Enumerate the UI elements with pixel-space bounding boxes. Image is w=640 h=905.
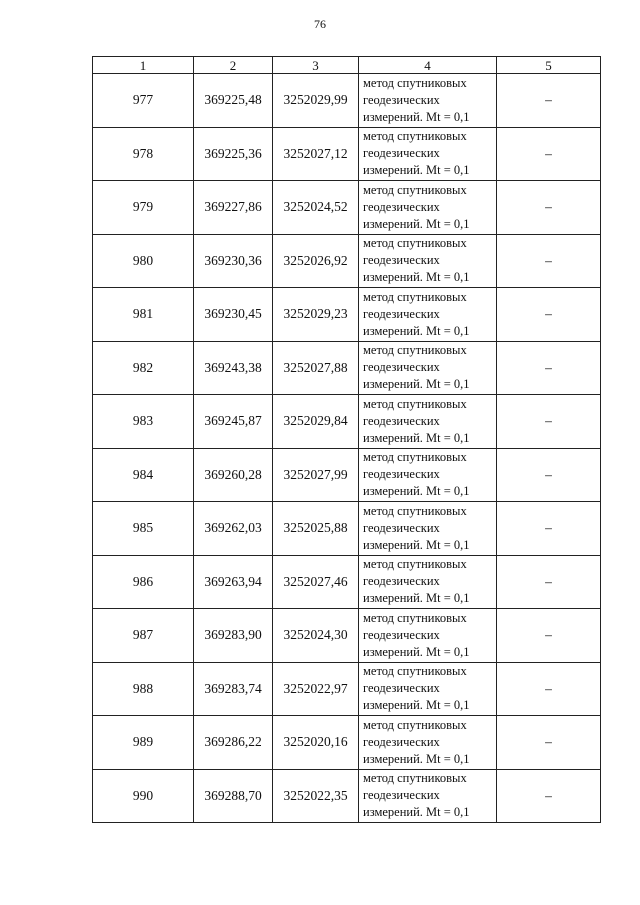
y-coordinate-cell: 3252025,88 [273, 502, 359, 556]
x-coordinate-cell: 369286,22 [194, 716, 273, 770]
y-coordinate-cell: 3252022,35 [273, 769, 359, 823]
column-header: 3 [273, 57, 359, 74]
table-row [93, 127, 601, 181]
x-coordinate-cell: 369227,86 [194, 181, 273, 235]
point-number-cell: 982 [93, 341, 194, 395]
table-row [93, 716, 601, 770]
table-row [93, 341, 601, 395]
point-number-cell: 983 [93, 395, 194, 449]
x-coordinate-cell: 369288,70 [194, 769, 273, 823]
table-body [93, 74, 601, 823]
method-cell: метод спутниковых геодезических измерений. Mt = 0,1 [359, 181, 497, 235]
method-cell: метод спутниковых геодезических измерений. Mt = 0,1 [359, 716, 497, 770]
y-coordinate-cell: 3252029,84 [273, 395, 359, 449]
table-row [93, 448, 601, 502]
y-coordinate-cell: 3252027,46 [273, 555, 359, 609]
method-cell: метод спутниковых геодезических измерений. Mt = 0,1 [359, 74, 497, 128]
method-cell: метод спутниковых геодезических измерений. Mt = 0,1 [359, 502, 497, 556]
method-cell: метод спутниковых геодезических измерений. Mt = 0,1 [359, 341, 497, 395]
point-number-cell: 981 [93, 288, 194, 342]
y-coordinate-cell: 3252027,12 [273, 127, 359, 181]
note-cell: – [497, 662, 601, 716]
note-cell: – [497, 716, 601, 770]
point-number-cell: 980 [93, 234, 194, 288]
column-header: 2 [194, 57, 273, 74]
note-cell: – [497, 769, 601, 823]
point-number-cell: 978 [93, 127, 194, 181]
point-number-cell: 979 [93, 181, 194, 235]
note-cell: – [497, 502, 601, 556]
note-cell: – [497, 74, 601, 128]
point-number-cell: 984 [93, 448, 194, 502]
table-row [93, 555, 601, 609]
note-cell: – [497, 448, 601, 502]
y-coordinate-cell: 3252024,30 [273, 609, 359, 663]
x-coordinate-cell: 369245,87 [194, 395, 273, 449]
note-cell: – [497, 181, 601, 235]
table-header-row [93, 57, 601, 74]
y-coordinate-cell: 3252029,23 [273, 288, 359, 342]
method-cell: метод спутниковых геодезических измерений. Mt = 0,1 [359, 127, 497, 181]
y-coordinate-cell: 3252029,99 [273, 74, 359, 128]
table-row [93, 74, 601, 128]
y-coordinate-cell: 3252022,97 [273, 662, 359, 716]
point-number-cell: 977 [93, 74, 194, 128]
y-coordinate-cell: 3252024,52 [273, 181, 359, 235]
y-coordinate-cell: 3252026,92 [273, 234, 359, 288]
point-number-cell: 989 [93, 716, 194, 770]
note-cell: – [497, 341, 601, 395]
note-cell: – [497, 555, 601, 609]
note-cell: – [497, 609, 601, 663]
y-coordinate-cell: 3252027,88 [273, 341, 359, 395]
note-cell: – [497, 288, 601, 342]
x-coordinate-cell: 369230,45 [194, 288, 273, 342]
point-number-cell: 986 [93, 555, 194, 609]
note-cell: – [497, 127, 601, 181]
table-row [93, 502, 601, 556]
method-cell: метод спутниковых геодезических измерений. Mt = 0,1 [359, 662, 497, 716]
table-row [93, 662, 601, 716]
point-number-cell: 988 [93, 662, 194, 716]
x-coordinate-cell: 369283,74 [194, 662, 273, 716]
table-row [93, 181, 601, 235]
table-row [93, 609, 601, 663]
x-coordinate-cell: 369230,36 [194, 234, 273, 288]
table-row [93, 288, 601, 342]
page-number: 76 [314, 17, 326, 31]
note-cell: – [497, 395, 601, 449]
x-coordinate-cell: 369225,48 [194, 74, 273, 128]
note-cell: – [497, 234, 601, 288]
column-header: 5 [497, 57, 601, 74]
point-number-cell: 987 [93, 609, 194, 663]
x-coordinate-cell: 369243,38 [194, 341, 273, 395]
method-cell: метод спутниковых геодезических измерений. Mt = 0,1 [359, 769, 497, 823]
point-number-cell: 990 [93, 769, 194, 823]
method-cell: метод спутниковых геодезических измерений. Mt = 0,1 [359, 288, 497, 342]
method-cell: метод спутниковых геодезических измерений. Mt = 0,1 [359, 448, 497, 502]
method-cell: метод спутниковых геодезических измерений. Mt = 0,1 [359, 555, 497, 609]
table-row [93, 395, 601, 449]
column-header: 4 [359, 57, 497, 74]
method-cell: метод спутниковых геодезических измерений. Mt = 0,1 [359, 234, 497, 288]
x-coordinate-cell: 369260,28 [194, 448, 273, 502]
method-cell: метод спутниковых геодезических измерений. Mt = 0,1 [359, 609, 497, 663]
x-coordinate-cell: 369225,36 [194, 127, 273, 181]
x-coordinate-cell: 369262,03 [194, 502, 273, 556]
x-coordinate-cell: 369283,90 [194, 609, 273, 663]
table-row [93, 769, 601, 823]
coordinates-table [92, 56, 601, 823]
y-coordinate-cell: 3252027,99 [273, 448, 359, 502]
method-cell: метод спутниковых геодезических измерений. Mt = 0,1 [359, 395, 497, 449]
column-header: 1 [93, 57, 194, 74]
table-row [93, 234, 601, 288]
x-coordinate-cell: 369263,94 [194, 555, 273, 609]
y-coordinate-cell: 3252020,16 [273, 716, 359, 770]
point-number-cell: 985 [93, 502, 194, 556]
